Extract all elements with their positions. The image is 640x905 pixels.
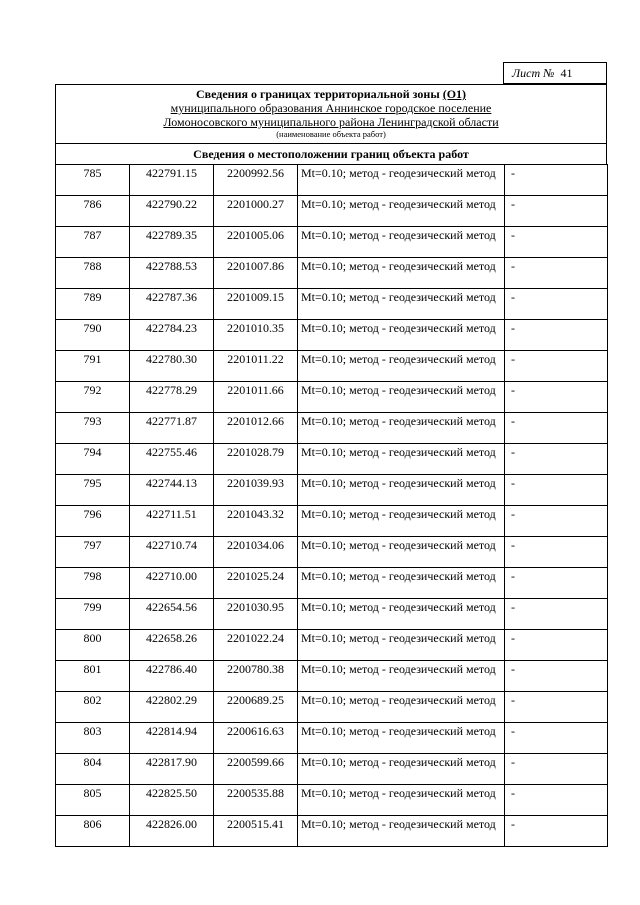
y-coordinate-cell: 2200992.56 [214,165,298,196]
extra-cell: - [505,537,608,568]
point-number-cell: 785 [56,165,130,196]
x-coordinate-cell: 422755.46 [130,444,214,475]
table-row [56,599,608,630]
y-coordinate-cell: 2200515.41 [214,816,298,847]
x-coordinate-cell: 422814.94 [130,723,214,754]
sheet-number: 41 [560,65,573,80]
method-cell: Mt=0.10; метод - геодезический метод [298,227,505,258]
point-number-cell: 802 [56,692,130,723]
extra-cell: - [505,630,608,661]
method-cell: Mt=0.10; метод - геодезический метод [298,289,505,320]
table-row [56,537,608,568]
point-number-cell: 796 [56,506,130,537]
point-number-cell: 787 [56,227,130,258]
extra-cell: - [505,599,608,630]
header-title-prefix: Сведения о границах территориальной зоны [195,87,440,101]
point-number-cell: 790 [56,320,130,351]
method-cell: Mt=0.10; метод - геодезический метод [298,599,505,630]
point-number-cell: 797 [56,537,130,568]
table-row [56,723,608,754]
header-title [56,87,606,101]
y-coordinate-cell: 2201025.24 [214,568,298,599]
y-coordinate-cell: 2201011.22 [214,351,298,382]
x-coordinate-cell: 422791.15 [130,165,214,196]
extra-cell: - [505,351,608,382]
x-coordinate-cell: 422826.00 [130,816,214,847]
y-coordinate-cell: 2201009.15 [214,289,298,320]
point-number-cell: 793 [56,413,130,444]
x-coordinate-cell: 422784.23 [130,320,214,351]
table-row [56,258,608,289]
point-number-cell: 805 [56,785,130,816]
method-cell: Mt=0.10; метод - геодезический метод [298,723,505,754]
x-coordinate-cell: 422710.00 [130,568,214,599]
point-number-cell: 791 [56,351,130,382]
table-row [56,196,608,227]
y-coordinate-cell: 2201000.27 [214,196,298,227]
table-row [56,165,608,196]
y-coordinate-cell: 2201007.86 [214,258,298,289]
method-cell: Mt=0.10; метод - геодезический метод [298,692,505,723]
method-cell: Mt=0.10; метод - геодезический метод [298,351,505,382]
header-district: Ломоносовского муниципального района Ленинградской области [163,115,499,129]
x-coordinate-cell: 422658.26 [130,630,214,661]
table-row [56,351,608,382]
method-cell: Mt=0.10; метод - геодезический метод [298,258,505,289]
sheet-label: Лист № [512,65,555,80]
x-coordinate-cell: 422711.51 [130,506,214,537]
table-row [56,289,608,320]
point-number-cell: 792 [56,382,130,413]
extra-cell: - [505,692,608,723]
point-number-cell: 798 [56,568,130,599]
x-coordinate-cell: 422744.13 [130,475,214,506]
method-cell: Mt=0.10; метод - геодезический метод [298,661,505,692]
header-municipality: муниципального образования Аннинское городское поселение [170,101,492,115]
table-row [56,661,608,692]
extra-cell: - [505,196,608,227]
extra-cell: - [505,661,608,692]
y-coordinate-cell: 2201043.32 [214,506,298,537]
x-coordinate-cell: 422654.56 [130,599,214,630]
point-number-cell: 795 [56,475,130,506]
method-cell: Mt=0.10; метод - геодезический метод [298,475,505,506]
y-coordinate-cell: 2201030.95 [214,599,298,630]
extra-cell: - [505,227,608,258]
point-number-cell: 788 [56,258,130,289]
extra-cell: - [505,816,608,847]
y-coordinate-cell: 2201005.06 [214,227,298,258]
method-cell: Mt=0.10; метод - геодезический метод [298,382,505,413]
method-cell: Mt=0.10; метод - геодезический метод [298,196,505,227]
table-row [56,568,608,599]
point-number-cell: 799 [56,599,130,630]
y-coordinate-cell: 2200780.38 [214,661,298,692]
point-number-cell: 804 [56,754,130,785]
document-header [55,84,607,144]
coordinates-table-body [56,165,608,847]
y-coordinate-cell: 2200535.88 [214,785,298,816]
point-number-cell: 803 [56,723,130,754]
x-coordinate-cell: 422786.40 [130,661,214,692]
table-row [56,630,608,661]
y-coordinate-cell: 2201028.79 [214,444,298,475]
method-cell: Mt=0.10; метод - геодезический метод [298,537,505,568]
point-number-cell: 800 [56,630,130,661]
x-coordinate-cell: 422771.87 [130,413,214,444]
method-cell: Mt=0.10; метод - геодезический метод [298,568,505,599]
y-coordinate-cell: 2201011.66 [214,382,298,413]
x-coordinate-cell: 422787.36 [130,289,214,320]
extra-cell: - [505,320,608,351]
table-row [56,816,608,847]
x-coordinate-cell: 422817.90 [130,754,214,785]
method-cell: Mt=0.10; метод - геодезический метод [298,816,505,847]
table-row [56,506,608,537]
extra-cell: - [505,723,608,754]
method-cell: Mt=0.10; метод - геодезический метод [298,754,505,785]
coordinates-table [55,164,608,847]
y-coordinate-cell: 2200616.63 [214,723,298,754]
x-coordinate-cell: 422789.35 [130,227,214,258]
point-number-cell: 786 [56,196,130,227]
table-row [56,785,608,816]
table-row [56,444,608,475]
y-coordinate-cell: 2200599.66 [214,754,298,785]
y-coordinate-cell: 2201022.24 [214,630,298,661]
extra-cell: - [505,754,608,785]
table-row [56,227,608,258]
method-cell: Mt=0.10; метод - геодезический метод [298,165,505,196]
table-row [56,754,608,785]
header-caption: (наименование объекта работ) [276,129,386,139]
y-coordinate-cell: 2201010.35 [214,320,298,351]
method-cell: Mt=0.10; метод - геодезический метод [298,785,505,816]
extra-cell: - [505,289,608,320]
extra-cell: - [505,165,608,196]
zone-code: (О1) [442,87,467,101]
x-coordinate-cell: 422802.29 [130,692,214,723]
point-number-cell: 801 [56,661,130,692]
extra-cell: - [505,506,608,537]
x-coordinate-cell: 422710.74 [130,537,214,568]
method-cell: Mt=0.10; метод - геодезический метод [298,413,505,444]
extra-cell: - [505,475,608,506]
method-cell: Mt=0.10; метод - геодезический метод [298,506,505,537]
y-coordinate-cell: 2201039.93 [214,475,298,506]
table-row [56,320,608,351]
y-coordinate-cell: 2200689.25 [214,692,298,723]
table-row [56,475,608,506]
y-coordinate-cell: 2201034.06 [214,537,298,568]
extra-cell: - [505,568,608,599]
x-coordinate-cell: 422780.30 [130,351,214,382]
extra-cell: - [505,382,608,413]
x-coordinate-cell: 422825.50 [130,785,214,816]
point-number-cell: 789 [56,289,130,320]
extra-cell: - [505,258,608,289]
table-row [56,692,608,723]
x-coordinate-cell: 422790.22 [130,196,214,227]
method-cell: Mt=0.10; метод - геодезический метод [298,444,505,475]
extra-cell: - [505,785,608,816]
point-number-cell: 794 [56,444,130,475]
y-coordinate-cell: 2201012.66 [214,413,298,444]
sheet-number-box [503,62,607,84]
section-title: Сведения о местоположении границ объекта работ [55,143,607,165]
table-row [56,382,608,413]
point-number-cell: 806 [56,816,130,847]
x-coordinate-cell: 422788.53 [130,258,214,289]
x-coordinate-cell: 422778.29 [130,382,214,413]
method-cell: Mt=0.10; метод - геодезический метод [298,630,505,661]
extra-cell: - [505,413,608,444]
method-cell: Mt=0.10; метод - геодезический метод [298,320,505,351]
table-row [56,413,608,444]
extra-cell: - [505,444,608,475]
